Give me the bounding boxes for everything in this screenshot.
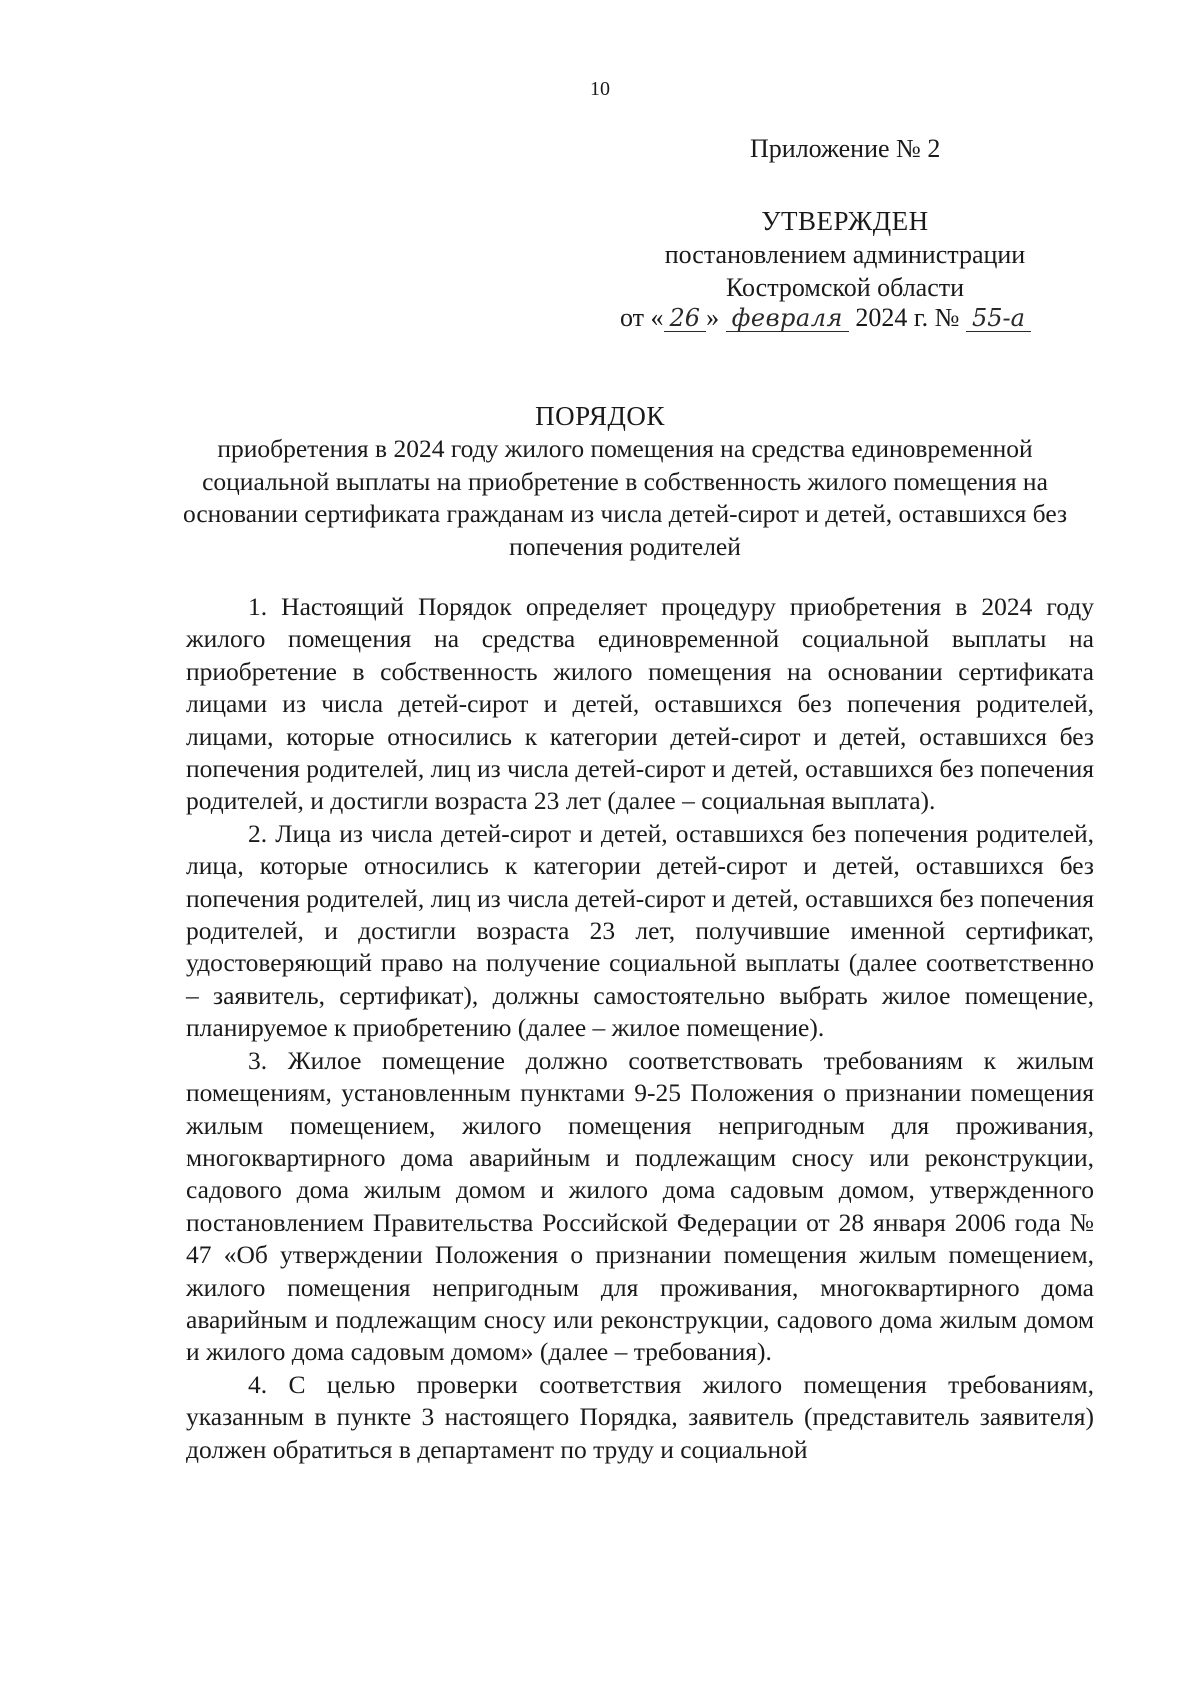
document-subtitle: приобретения в 2024 году жилого помещения на средства единовременной социальной выплаты на приобретение в собственность жилого помещения на основании сертификата гражданам из числа детей-сирот и детей, оставшихся без попечения родителей bbox=[182, 434, 1068, 561]
paragraph-4: 4. С целью проверки соответствия жилого помещения требованиям, указанным в пункте 3 настоящего Порядка, заявитель (представитель заявителя) должен обратиться в департамент по труду и социальной bbox=[186, 1369, 1094, 1464]
paragraph-1: 1. Настоящий Порядок определяет процедуру приобретения в 2024 году жилого помещения на средства единовременной социальной выплаты на приобретение в собственность жилого помещения на основании сертификата лицами из числа детей-сирот и детей, оставшихся без попечения родителей, лицами, которые относились к категории детей-сирот и детей, оставшихся без попечения родителей, лиц из числа детей-сирот и детей, оставшихся без попечения родителей, и достигли возраста 23 лет (далее – социальная выплата). bbox=[186, 592, 1094, 816]
handwritten-day: 26 bbox=[664, 305, 707, 332]
date-prefix: от « bbox=[620, 303, 664, 332]
approval-date-line bbox=[620, 303, 1031, 333]
handwritten-month: февраля bbox=[726, 305, 849, 332]
appendix-label: Приложение № 2 bbox=[750, 134, 941, 163]
document-body bbox=[186, 591, 1094, 1466]
approval-line-1: постановлением администрации bbox=[664, 240, 1026, 269]
page-number: 10 bbox=[590, 78, 610, 100]
approval-title: УТВЕРЖДЕН bbox=[761, 206, 929, 236]
paragraph-2: 2. Лица из числа детей-сирот и детей, оставшихся без попечения родителей, лица, которые относились к категории детей-сирот и детей, оставшихся без попечения родителей, лиц из числа детей-сирот и детей, оставшихся без попечения родителей, и достигли возраста 23 лет, получившие именной сертификат, удостоверяющий право на получение социальной выплаты (далее соответственно – заявитель, сертификат), должны самостоятельно выбрать жилое помещение, планируемое к приобретению (далее – жилое помещение). bbox=[186, 818, 1094, 1043]
approval-line-2: Костромской области bbox=[725, 273, 965, 302]
date-year-number-label: 2024 г. № bbox=[855, 303, 960, 332]
approval-block bbox=[620, 205, 1070, 304]
date-day-close: » bbox=[706, 303, 720, 332]
document-title: ПОРЯДОК bbox=[535, 401, 665, 431]
handwritten-number: 55-а bbox=[966, 305, 1031, 332]
paragraph-3: 3. Жилое помещение должно соответствовать требованиям к жилым помещениям, установленным пунктами 9-25 Положения о признании помещения жилым помещением, жилого помещения непригодным для проживания, многоквартирного дома аварийным и подлежащим сносу или реконструкции, садового дома жилым домом и жилого дома садовым домом, утвержденного постановлением Правительства Российской Федерации от 28 января 2006 года № 47 «Об утверждении Положения о признании помещения жилым помещением, жилого помещения непригодным для проживания, многоквартирного дома аварийным и подлежащим сносу или реконструкции, садового дома жилым домом и жилого дома садовым домом» (далее – требования). bbox=[186, 1045, 1094, 1367]
